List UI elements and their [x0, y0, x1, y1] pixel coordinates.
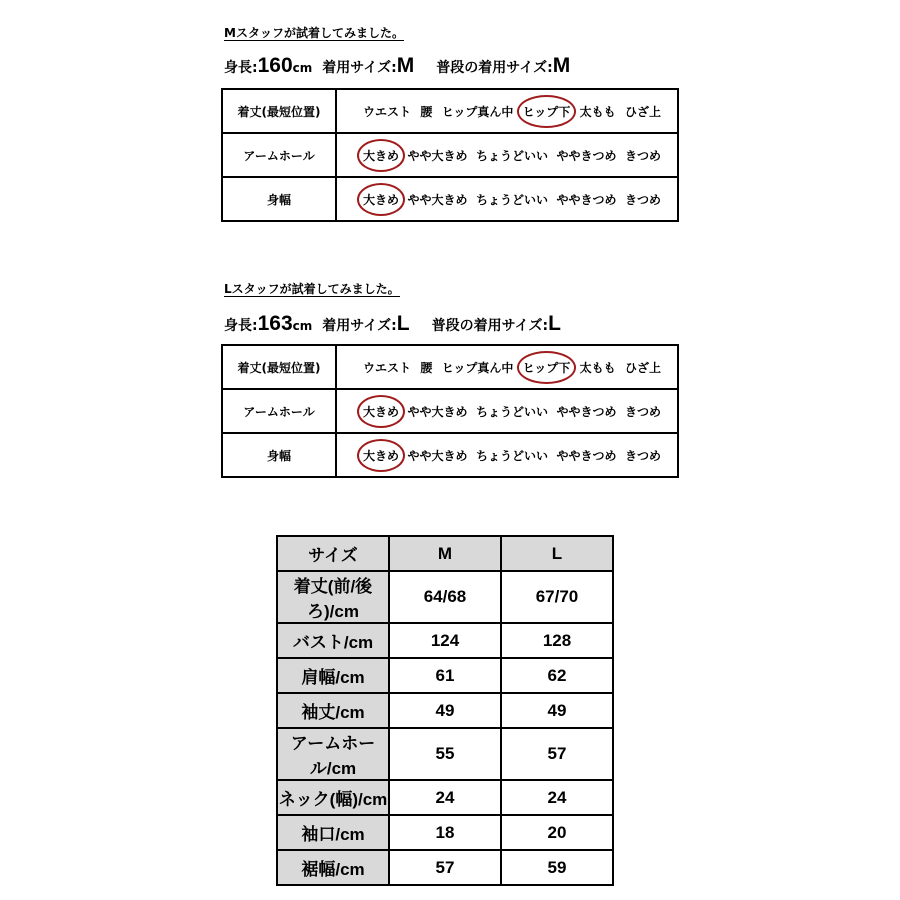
- size-value: M: [396, 54, 415, 77]
- usual-size-value: L: [548, 312, 561, 335]
- measure-m: 24: [389, 780, 501, 815]
- measure-label: アームホール/cm: [277, 728, 389, 780]
- fit-option: ひざ上: [624, 104, 661, 119]
- measure-label: 着丈(前/後ろ)/cm: [277, 571, 389, 623]
- height-unit: cm: [292, 61, 313, 75]
- m-staff-title: Mスタッフが試着してみました。: [224, 26, 404, 40]
- fit-option: きつめ: [624, 448, 661, 463]
- size-value: L: [396, 312, 410, 335]
- l-staff-fit-table: [221, 344, 679, 478]
- measure-label: 肩幅/cm: [277, 658, 389, 693]
- fit-option: ややきつめ: [556, 404, 617, 419]
- size-table-row: [277, 815, 613, 850]
- usual-size-label: 普段の着用サイズ:: [431, 318, 549, 334]
- fit-option: やや大きめ: [407, 148, 468, 163]
- fit-row-label: 着丈(最短位置): [222, 89, 336, 133]
- height-value: 163: [257, 312, 293, 335]
- measure-m: 49: [389, 693, 501, 728]
- measure-l: 20: [501, 815, 613, 850]
- fit-option-selected: 大きめ: [363, 192, 400, 207]
- measure-l: 49: [501, 693, 613, 728]
- measure-label: 裾幅/cm: [277, 850, 389, 885]
- fit-row-label: 身幅: [222, 177, 336, 221]
- fit-option: ちょうどいい: [475, 192, 548, 207]
- fit-option: 腰: [420, 360, 433, 375]
- fit-option: 腰: [420, 104, 433, 119]
- size-table: [276, 535, 614, 886]
- fit-option: ウエスト: [363, 104, 412, 119]
- size-table-row: [277, 571, 613, 623]
- l-staff-info: [224, 312, 561, 338]
- fit-option: ややきつめ: [556, 148, 617, 163]
- measure-m: 57: [389, 850, 501, 885]
- fit-row: [222, 89, 678, 133]
- height-label: 身長:: [224, 60, 258, 76]
- fit-row: [222, 133, 678, 177]
- measure-m: 18: [389, 815, 501, 850]
- fit-option: ちょうどいい: [475, 404, 548, 419]
- fit-options: [337, 447, 677, 464]
- fit-option: やや大きめ: [407, 404, 468, 419]
- fit-row: [222, 389, 678, 433]
- fit-option: やや大きめ: [407, 192, 468, 207]
- fit-option: きつめ: [624, 192, 661, 207]
- measure-label: 袖口/cm: [277, 815, 389, 850]
- usual-size-value: M: [552, 54, 571, 77]
- fit-option: ウエスト: [363, 360, 412, 375]
- measure-m: 64/68: [389, 571, 501, 623]
- measure-l: 128: [501, 623, 613, 658]
- fit-option: ちょうどいい: [475, 448, 548, 463]
- measure-m: 124: [389, 623, 501, 658]
- size-table-header-row: [277, 536, 613, 571]
- fit-row-label: 着丈(最短位置): [222, 345, 336, 389]
- fit-options: [337, 359, 677, 376]
- measure-l: 62: [501, 658, 613, 693]
- fit-option: 太もも: [579, 360, 616, 375]
- fit-option: 太もも: [579, 104, 616, 119]
- size-header-m: M: [389, 536, 501, 571]
- size-header-l: L: [501, 536, 613, 571]
- fit-row-label: アームホール: [222, 133, 336, 177]
- height-label: 身長:: [224, 318, 258, 334]
- size-table-row: [277, 658, 613, 693]
- measure-label: ネック(幅)/cm: [277, 780, 389, 815]
- fit-row: [222, 345, 678, 389]
- height-value: 160: [257, 54, 293, 77]
- fit-row: [222, 433, 678, 477]
- fit-row: [222, 177, 678, 221]
- fit-option-selected: ヒップ下: [522, 360, 571, 375]
- m-staff-fit-table: [221, 88, 679, 222]
- size-table-row: [277, 780, 613, 815]
- fit-options: [337, 403, 677, 420]
- measure-label: バスト/cm: [277, 623, 389, 658]
- size-label: 着用サイズ:: [322, 60, 397, 76]
- fit-option: ちょうどいい: [475, 148, 548, 163]
- fit-option-selected: 大きめ: [363, 404, 400, 419]
- fit-option: ヒップ真ん中: [441, 360, 514, 375]
- size-label: 着用サイズ:: [322, 318, 397, 334]
- fit-option-selected: 大きめ: [363, 148, 400, 163]
- size-table-row: [277, 693, 613, 728]
- usual-size-label: 普段の着用サイズ:: [436, 60, 553, 76]
- measure-l: 57: [501, 728, 613, 780]
- size-table-row: [277, 728, 613, 780]
- fit-option: やや大きめ: [407, 448, 468, 463]
- fit-option: ややきつめ: [556, 192, 617, 207]
- fit-option: きつめ: [624, 404, 661, 419]
- fit-option-selected: 大きめ: [363, 448, 400, 463]
- measure-l: 67/70: [501, 571, 613, 623]
- fit-row-label: 身幅: [222, 433, 336, 477]
- fit-options: [337, 147, 677, 164]
- measure-label: 袖丈/cm: [277, 693, 389, 728]
- measure-m: 61: [389, 658, 501, 693]
- fit-option: ややきつめ: [556, 448, 617, 463]
- fit-options: [337, 103, 677, 120]
- fit-option: ひざ上: [624, 360, 661, 375]
- measure-l: 59: [501, 850, 613, 885]
- l-staff-title: Lスタッフが試着してみました。: [224, 282, 400, 296]
- size-header-label: サイズ: [277, 536, 389, 571]
- fit-option: きつめ: [624, 148, 661, 163]
- size-table-row: [277, 850, 613, 885]
- fit-option: ヒップ真ん中: [441, 104, 514, 119]
- measure-m: 55: [389, 728, 501, 780]
- fit-option-selected: ヒップ下: [522, 104, 571, 119]
- m-staff-info: [224, 54, 570, 80]
- fit-row-label: アームホール: [222, 389, 336, 433]
- fit-options: [337, 191, 677, 208]
- height-unit: cm: [292, 319, 313, 333]
- measure-l: 24: [501, 780, 613, 815]
- size-table-row: [277, 623, 613, 658]
